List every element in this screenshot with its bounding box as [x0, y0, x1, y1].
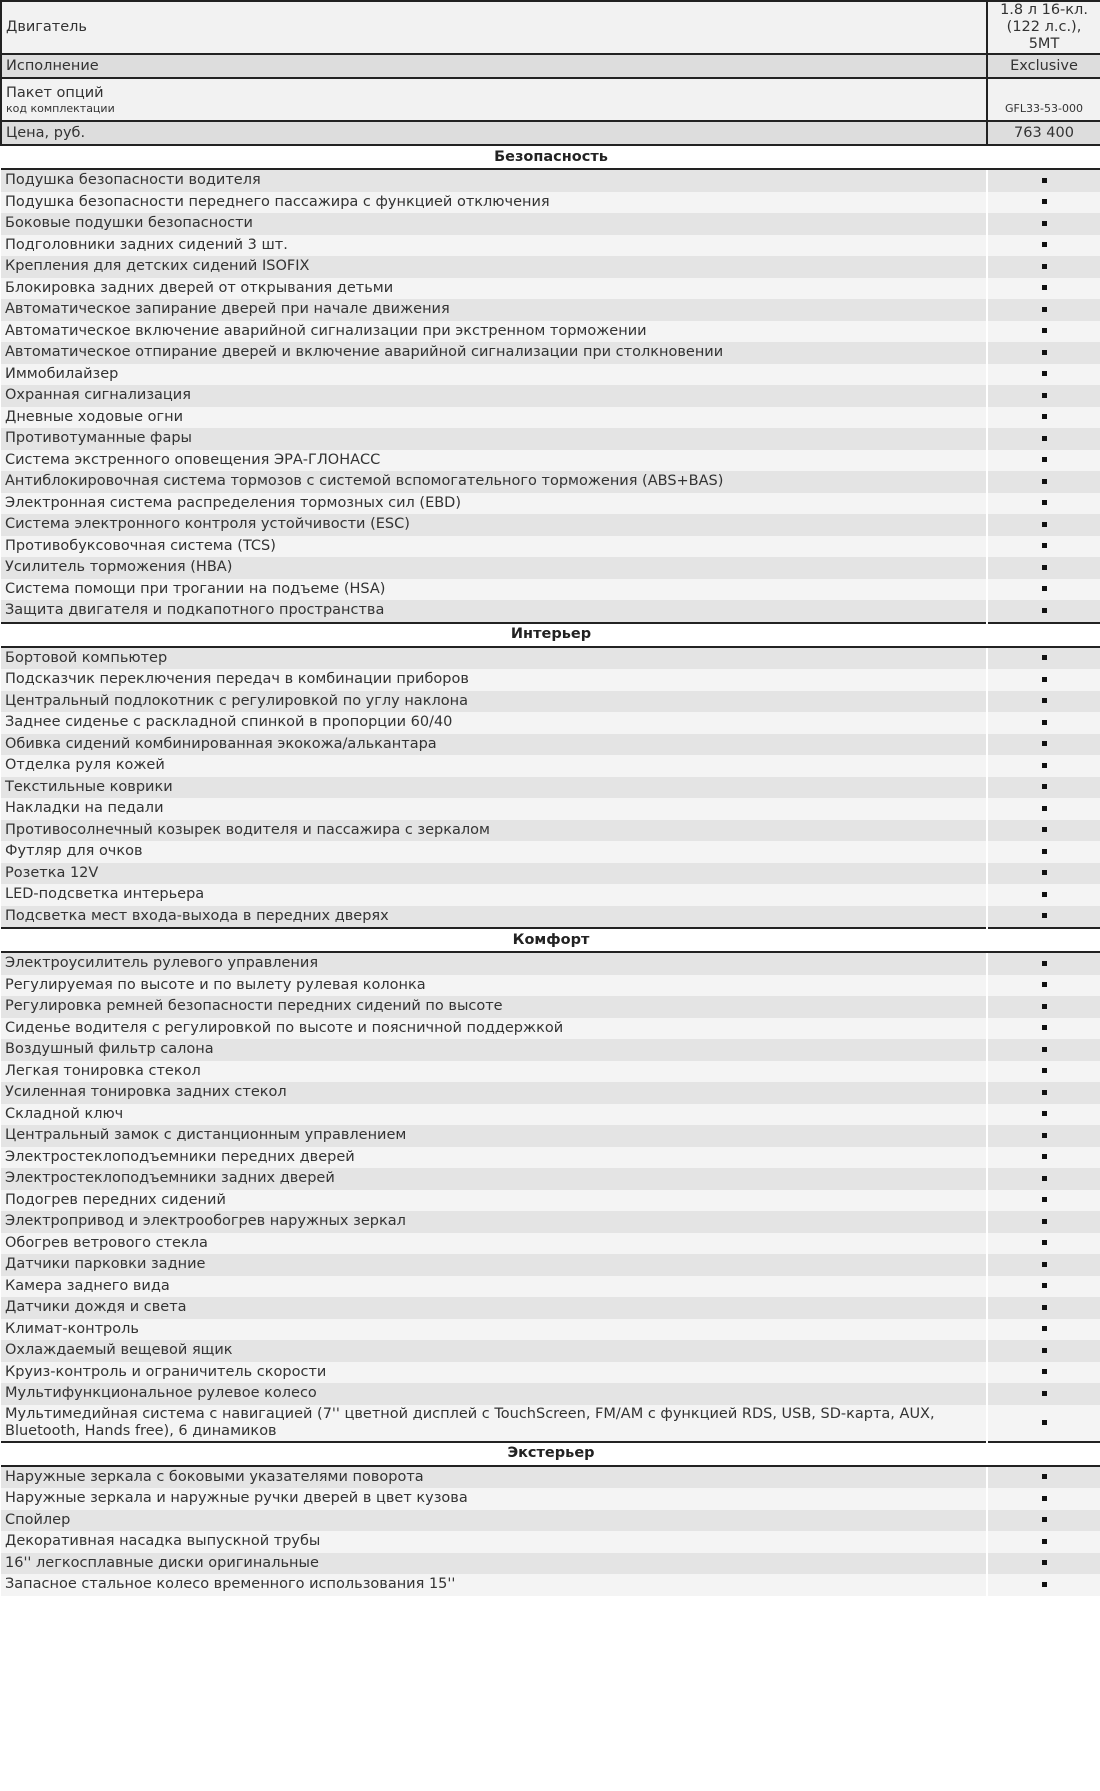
- included-mark-cell: [987, 841, 1100, 863]
- included-mark-cell: [987, 884, 1100, 906]
- included-mark-cell: [987, 1276, 1100, 1298]
- included-mark-cell: [987, 1531, 1100, 1553]
- feature-row: [1, 712, 1100, 734]
- included-mark-cell: [987, 798, 1100, 820]
- feature-name: Иммобилайзер: [1, 364, 987, 386]
- price-label: Цена, руб.: [1, 121, 987, 145]
- feature-row: [1, 428, 1100, 450]
- feature-row: [1, 884, 1100, 906]
- included-bullet-icon: [1042, 1283, 1047, 1288]
- feature-row: [1, 235, 1100, 257]
- feature-row: [1, 777, 1100, 799]
- section-heading: [1, 623, 1100, 647]
- section-title: Комфорт: [1, 928, 1100, 952]
- included-bullet-icon: [1042, 178, 1047, 183]
- feature-name: Бортовой компьютер: [1, 647, 987, 670]
- version-value: Exclusive: [987, 54, 1100, 78]
- included-mark-cell: [987, 1190, 1100, 1212]
- feature-row: [1, 669, 1100, 691]
- feature-name: Спойлер: [1, 1510, 987, 1532]
- included-mark-cell: [987, 278, 1100, 300]
- included-mark-cell: [987, 1297, 1100, 1319]
- engine-row: [1, 1, 1100, 54]
- feature-name: Заднее сиденье с раскладной спинкой в пропорции 60/40: [1, 712, 987, 734]
- feature-name: Противобуксовочная система (TCS): [1, 536, 987, 558]
- included-mark-cell: [987, 1147, 1100, 1169]
- feature-name: Центральный подлокотник с регулировкой по углу наклона: [1, 691, 987, 713]
- feature-row: [1, 1190, 1100, 1212]
- feature-name: Система помощи при трогании на подъеме (HSA): [1, 579, 987, 601]
- feature-row: [1, 256, 1100, 278]
- included-bullet-icon: [1042, 784, 1047, 789]
- included-bullet-icon: [1042, 350, 1047, 355]
- included-mark-cell: [987, 1340, 1100, 1362]
- feature-row: [1, 952, 1100, 975]
- included-mark-cell: [987, 975, 1100, 997]
- feature-name: Охлаждаемый вещевой ящик: [1, 1340, 987, 1362]
- included-mark-cell: [987, 952, 1100, 975]
- feature-name: Электронная система распределения тормозных сил (EBD): [1, 493, 987, 515]
- included-mark-cell: [987, 691, 1100, 713]
- package-code: GFL33-53-000: [1005, 102, 1083, 115]
- feature-name: Подушка безопасности водителя: [1, 169, 987, 192]
- feature-row: [1, 647, 1100, 670]
- feature-row: [1, 1297, 1100, 1319]
- feature-name: Электростеклоподъемники задних дверей: [1, 1168, 987, 1190]
- feature-name: Подголовники задних сидений 3 шт.: [1, 235, 987, 257]
- included-bullet-icon: [1042, 307, 1047, 312]
- feature-name: Обивка сидений комбинированная экокожа/алькантара: [1, 734, 987, 756]
- included-mark-cell: [987, 996, 1100, 1018]
- included-bullet-icon: [1042, 1539, 1047, 1544]
- feature-name: Антиблокировочная система тормозов с системой вспомогательного торможения (ABS+BAS): [1, 471, 987, 493]
- feature-name: Противотуманные фары: [1, 428, 987, 450]
- included-mark-cell: [987, 493, 1100, 515]
- package-sublabel: код комплектации: [6, 101, 115, 115]
- feature-row: [1, 1233, 1100, 1255]
- included-mark-cell: [987, 863, 1100, 885]
- included-mark-cell: [987, 669, 1100, 691]
- included-mark-cell: [987, 1233, 1100, 1255]
- feature-name: Автоматическое включение аварийной сигнализации при экстренном торможении: [1, 321, 987, 343]
- package-label: Пакет опций: [6, 84, 104, 101]
- feature-name: Автоматическое отпирание дверей и включение аварийной сигнализации при столкновении: [1, 342, 987, 364]
- included-mark-cell: [987, 235, 1100, 257]
- included-bullet-icon: [1042, 1496, 1047, 1501]
- included-bullet-icon: [1042, 1326, 1047, 1331]
- feature-name: Отделка руля кожей: [1, 755, 987, 777]
- feature-row: [1, 471, 1100, 493]
- included-bullet-icon: [1042, 328, 1047, 333]
- section-title: Интерьер: [1, 623, 1100, 647]
- included-bullet-icon: [1042, 1517, 1047, 1522]
- feature-row: [1, 1125, 1100, 1147]
- feature-name: Подсветка мест входа-выхода в передних дверях: [1, 906, 987, 929]
- feature-name: Электроусилитель рулевого управления: [1, 952, 987, 975]
- feature-name: Воздушный фильтр салона: [1, 1039, 987, 1061]
- feature-name: Электропривод и электрообогрев наружных зеркал: [1, 1211, 987, 1233]
- feature-row: [1, 385, 1100, 407]
- feature-name: Складной ключ: [1, 1104, 987, 1126]
- feature-row: [1, 798, 1100, 820]
- section-heading: [1, 145, 1100, 169]
- included-bullet-icon: [1042, 1348, 1047, 1353]
- feature-row: [1, 192, 1100, 214]
- included-bullet-icon: [1042, 892, 1047, 897]
- feature-row: [1, 299, 1100, 321]
- feature-row: [1, 321, 1100, 343]
- included-bullet-icon: [1042, 393, 1047, 398]
- feature-row: [1, 975, 1100, 997]
- feature-name: Розетка 12V: [1, 863, 987, 885]
- feature-row: [1, 1147, 1100, 1169]
- included-bullet-icon: [1042, 565, 1047, 570]
- included-mark-cell: [987, 428, 1100, 450]
- included-mark-cell: [987, 514, 1100, 536]
- included-bullet-icon: [1042, 655, 1047, 660]
- included-bullet-icon: [1042, 677, 1047, 682]
- feature-row: [1, 1039, 1100, 1061]
- included-bullet-icon: [1042, 1111, 1047, 1116]
- section-title: Экстерьер: [1, 1442, 1100, 1466]
- included-mark-cell: [987, 1574, 1100, 1596]
- feature-row: [1, 169, 1100, 192]
- price-row: [1, 121, 1100, 145]
- included-mark-cell: [987, 712, 1100, 734]
- feature-row: [1, 1340, 1100, 1362]
- included-mark-cell: [987, 1405, 1100, 1442]
- included-mark-cell: [987, 1362, 1100, 1384]
- included-bullet-icon: [1042, 806, 1047, 811]
- equipment-table-body: [1, 1, 1100, 1596]
- included-bullet-icon: [1042, 1004, 1047, 1009]
- included-bullet-icon: [1042, 1133, 1047, 1138]
- included-mark-cell: [987, 536, 1100, 558]
- included-bullet-icon: [1042, 1582, 1047, 1587]
- feature-name: Система электронного контроля устойчивости (ESC): [1, 514, 987, 536]
- included-bullet-icon: [1042, 242, 1047, 247]
- section-heading: [1, 1442, 1100, 1466]
- included-bullet-icon: [1042, 1240, 1047, 1245]
- included-mark-cell: [987, 777, 1100, 799]
- included-mark-cell: [987, 364, 1100, 386]
- feature-name: Система экстренного оповещения ЭРА-ГЛОНАСС: [1, 450, 987, 472]
- included-bullet-icon: [1042, 827, 1047, 832]
- included-mark-cell: [987, 579, 1100, 601]
- package-code-cell: [987, 78, 1100, 121]
- included-mark-cell: [987, 1254, 1100, 1276]
- included-bullet-icon: [1042, 1262, 1047, 1267]
- included-bullet-icon: [1042, 371, 1047, 376]
- included-mark-cell: [987, 906, 1100, 929]
- included-mark-cell: [987, 213, 1100, 235]
- engine-label: Двигатель: [1, 1, 987, 54]
- feature-row: [1, 278, 1100, 300]
- included-bullet-icon: [1042, 1391, 1047, 1396]
- included-mark-cell: [987, 820, 1100, 842]
- feature-name: Декоративная насадка выпускной трубы: [1, 1531, 987, 1553]
- included-mark-cell: [987, 471, 1100, 493]
- included-mark-cell: [987, 407, 1100, 429]
- feature-row: [1, 1362, 1100, 1384]
- included-bullet-icon: [1042, 982, 1047, 987]
- feature-name: Подушка безопасности переднего пассажира с функцией отключения: [1, 192, 987, 214]
- included-bullet-icon: [1042, 961, 1047, 966]
- feature-row: [1, 755, 1100, 777]
- included-bullet-icon: [1042, 1154, 1047, 1159]
- feature-name: Дневные ходовые огни: [1, 407, 987, 429]
- engine-value: 1.8 л 16-кл. (122 л.с.), 5МТ: [987, 1, 1100, 54]
- feature-row: [1, 342, 1100, 364]
- feature-row: [1, 734, 1100, 756]
- included-bullet-icon: [1042, 221, 1047, 226]
- included-mark-cell: [987, 169, 1100, 192]
- included-bullet-icon: [1042, 199, 1047, 204]
- feature-row: [1, 1104, 1100, 1126]
- included-bullet-icon: [1042, 741, 1047, 746]
- feature-row: [1, 600, 1100, 623]
- included-bullet-icon: [1042, 1420, 1047, 1425]
- included-bullet-icon: [1042, 1474, 1047, 1479]
- feature-row: [1, 514, 1100, 536]
- included-mark-cell: [987, 1082, 1100, 1104]
- feature-name: Регулировка ремней безопасности передних сидений по высоте: [1, 996, 987, 1018]
- included-bullet-icon: [1042, 698, 1047, 703]
- feature-name: Запасное стальное колесо временного использования 15'': [1, 1574, 987, 1596]
- feature-name: Футляр для очков: [1, 841, 987, 863]
- feature-row: [1, 906, 1100, 929]
- feature-row: [1, 1383, 1100, 1405]
- feature-row: [1, 407, 1100, 429]
- included-mark-cell: [987, 1319, 1100, 1341]
- included-bullet-icon: [1042, 1369, 1047, 1374]
- package-row: [1, 78, 1100, 121]
- feature-row: [1, 820, 1100, 842]
- feature-row: [1, 1405, 1100, 1442]
- included-mark-cell: [987, 1039, 1100, 1061]
- section-title: Безопасность: [1, 145, 1100, 169]
- included-bullet-icon: [1042, 543, 1047, 548]
- included-bullet-icon: [1042, 870, 1047, 875]
- included-bullet-icon: [1042, 586, 1047, 591]
- included-mark-cell: [987, 1466, 1100, 1489]
- feature-row: [1, 1466, 1100, 1489]
- included-mark-cell: [987, 256, 1100, 278]
- included-mark-cell: [987, 192, 1100, 214]
- feature-row: [1, 1488, 1100, 1510]
- feature-name: Текстильные коврики: [1, 777, 987, 799]
- section-heading: [1, 928, 1100, 952]
- included-mark-cell: [987, 342, 1100, 364]
- included-mark-cell: [987, 1553, 1100, 1575]
- included-bullet-icon: [1042, 763, 1047, 768]
- included-bullet-icon: [1042, 1047, 1047, 1052]
- feature-row: [1, 1319, 1100, 1341]
- feature-row: [1, 450, 1100, 472]
- included-mark-cell: [987, 1061, 1100, 1083]
- feature-name: Мультимедийная система с навигацией (7'' цветной дисплей с TouchScreen, FM/AM с функцией RDS, USB, SD-карта, AUX, Bluetooth, Hands free), 6 динамиков: [1, 1405, 987, 1442]
- feature-name: Противосолнечный козырек водителя и пассажира с зеркалом: [1, 820, 987, 842]
- included-mark-cell: [987, 1018, 1100, 1040]
- feature-name: Легкая тонировка стекол: [1, 1061, 987, 1083]
- included-bullet-icon: [1042, 1068, 1047, 1073]
- included-mark-cell: [987, 1125, 1100, 1147]
- included-mark-cell: [987, 734, 1100, 756]
- feature-name: Крепления для детских сидений ISOFIX: [1, 256, 987, 278]
- feature-name: Мультифункциональное рулевое колесо: [1, 1383, 987, 1405]
- feature-row: [1, 1574, 1100, 1596]
- feature-name: 16'' легкосплавные диски оригинальные: [1, 1553, 987, 1575]
- feature-name: Климат-контроль: [1, 1319, 987, 1341]
- feature-row: [1, 1168, 1100, 1190]
- included-bullet-icon: [1042, 1305, 1047, 1310]
- included-mark-cell: [987, 557, 1100, 579]
- feature-name: Усилитель торможения (HBA): [1, 557, 987, 579]
- included-bullet-icon: [1042, 1197, 1047, 1202]
- feature-row: [1, 691, 1100, 713]
- included-mark-cell: [987, 647, 1100, 670]
- included-bullet-icon: [1042, 479, 1047, 484]
- included-mark-cell: [987, 1510, 1100, 1532]
- included-bullet-icon: [1042, 1090, 1047, 1095]
- included-mark-cell: [987, 1488, 1100, 1510]
- included-bullet-icon: [1042, 1025, 1047, 1030]
- included-bullet-icon: [1042, 1560, 1047, 1565]
- version-row: [1, 54, 1100, 78]
- package-label-cell: [1, 78, 987, 121]
- feature-name: Круиз-контроль и ограничитель скорости: [1, 1362, 987, 1384]
- included-mark-cell: [987, 299, 1100, 321]
- feature-row: [1, 557, 1100, 579]
- included-mark-cell: [987, 1104, 1100, 1126]
- feature-row: [1, 536, 1100, 558]
- feature-row: [1, 1510, 1100, 1532]
- feature-row: [1, 579, 1100, 601]
- feature-row: [1, 1061, 1100, 1083]
- feature-row: [1, 1018, 1100, 1040]
- included-mark-cell: [987, 600, 1100, 623]
- included-mark-cell: [987, 1211, 1100, 1233]
- included-bullet-icon: [1042, 849, 1047, 854]
- feature-name: Камера заднего вида: [1, 1276, 987, 1298]
- feature-name: Блокировка задних дверей от открывания детьми: [1, 278, 987, 300]
- feature-name: Сиденье водителя с регулировкой по высоте и поясничной поддержкой: [1, 1018, 987, 1040]
- feature-name: Защита двигателя и подкапотного пространства: [1, 600, 987, 623]
- feature-row: [1, 213, 1100, 235]
- feature-name: Обогрев ветрового стекла: [1, 1233, 987, 1255]
- feature-name: Электростеклоподъемники передних дверей: [1, 1147, 987, 1169]
- feature-row: [1, 1211, 1100, 1233]
- feature-row: [1, 493, 1100, 515]
- included-mark-cell: [987, 1383, 1100, 1405]
- included-bullet-icon: [1042, 500, 1047, 505]
- included-bullet-icon: [1042, 1219, 1047, 1224]
- feature-name: Датчики дождя и света: [1, 1297, 987, 1319]
- included-bullet-icon: [1042, 264, 1047, 269]
- feature-name: Регулируемая по высоте и по вылету рулевая колонка: [1, 975, 987, 997]
- feature-name: Автоматическое запирание дверей при начале движения: [1, 299, 987, 321]
- feature-row: [1, 1553, 1100, 1575]
- feature-row: [1, 1276, 1100, 1298]
- feature-name: Центральный замок с дистанционным управлением: [1, 1125, 987, 1147]
- feature-name: Наружные зеркала с боковыми указателями поворота: [1, 1466, 987, 1489]
- feature-row: [1, 863, 1100, 885]
- feature-row: [1, 1531, 1100, 1553]
- feature-row: [1, 841, 1100, 863]
- feature-name: Подсказчик переключения передач в комбинации приборов: [1, 669, 987, 691]
- included-bullet-icon: [1042, 414, 1047, 419]
- feature-row: [1, 1082, 1100, 1104]
- included-mark-cell: [987, 1168, 1100, 1190]
- included-bullet-icon: [1042, 720, 1047, 725]
- feature-name: Усиленная тонировка задних стекол: [1, 1082, 987, 1104]
- included-mark-cell: [987, 385, 1100, 407]
- feature-name: Подогрев передних сидений: [1, 1190, 987, 1212]
- feature-name: Накладки на педали: [1, 798, 987, 820]
- feature-name: LED-подсветка интерьера: [1, 884, 987, 906]
- included-bullet-icon: [1042, 1176, 1047, 1181]
- included-bullet-icon: [1042, 285, 1047, 290]
- price-value: 763 400: [987, 121, 1100, 145]
- included-bullet-icon: [1042, 436, 1047, 441]
- included-bullet-icon: [1042, 457, 1047, 462]
- included-bullet-icon: [1042, 608, 1047, 613]
- version-label: Исполнение: [1, 54, 987, 78]
- feature-name: Наружные зеркала и наружные ручки дверей в цвет кузова: [1, 1488, 987, 1510]
- feature-row: [1, 996, 1100, 1018]
- included-bullet-icon: [1042, 913, 1047, 918]
- included-bullet-icon: [1042, 522, 1047, 527]
- feature-name: Охранная сигнализация: [1, 385, 987, 407]
- included-mark-cell: [987, 321, 1100, 343]
- feature-name: Датчики парковки задние: [1, 1254, 987, 1276]
- feature-row: [1, 1254, 1100, 1276]
- included-mark-cell: [987, 755, 1100, 777]
- feature-name: Боковые подушки безопасности: [1, 213, 987, 235]
- included-mark-cell: [987, 450, 1100, 472]
- feature-row: [1, 364, 1100, 386]
